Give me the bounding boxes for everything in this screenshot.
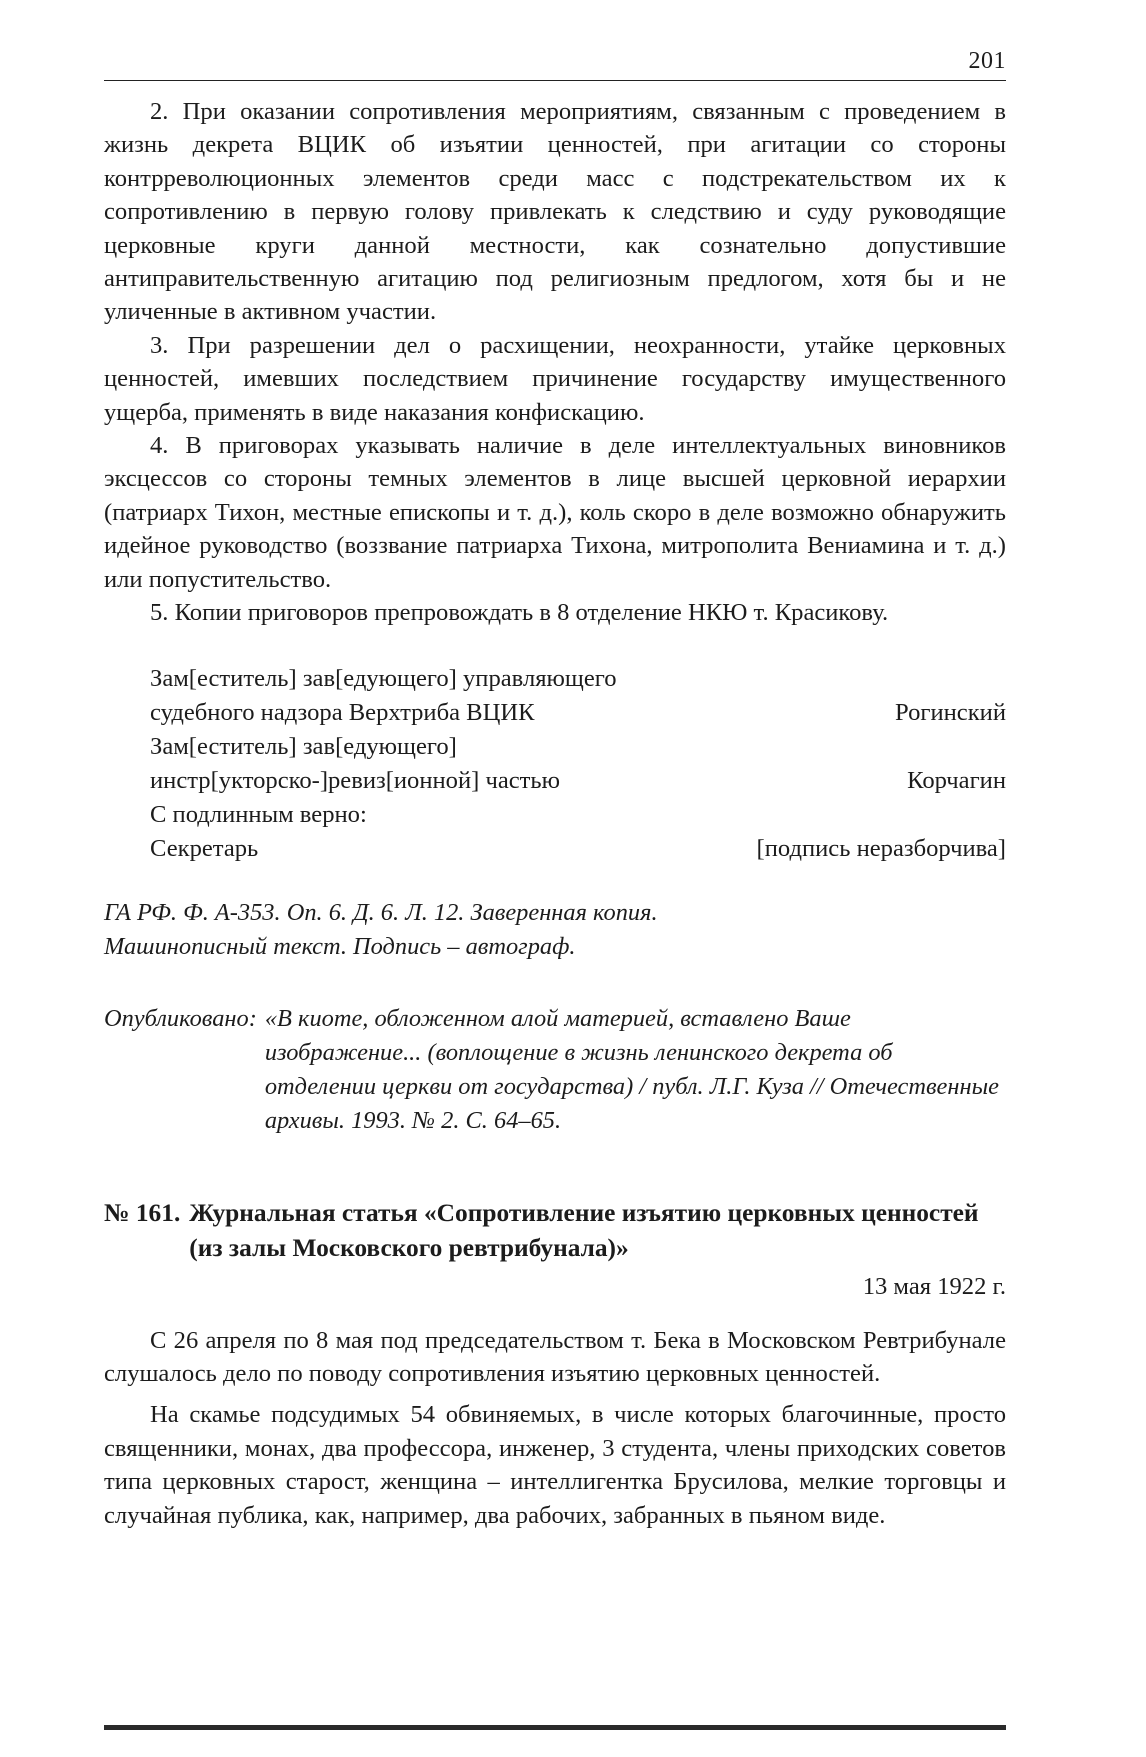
article-text [104, 1324, 1006, 1532]
certification-note: С подлинным верно: [150, 800, 367, 828]
illegible-signature-note: [подпись неразборчива] [756, 834, 1006, 862]
archival-source-description: Машинописный текст. Подпись – автограф. [104, 932, 576, 960]
signatory-name-korchagin: Корчагин [907, 766, 1006, 794]
article-paragraph-2: На скамье подсудимых 54 обвиняемых, в числе которых благочинные, просто священники, монах, два профессора, инженер, 3 студента, члены приходских советов типа церковных старост, женщина – интеллигентка Брусилова, мелкие торговцы и случайная публика, как, например, два рабочих, забранных в пьяном виде. [104, 1401, 1006, 1529]
document-number: № 161. [104, 1198, 181, 1227]
archival-source [104, 896, 1006, 964]
decree-point-5: 5. Копии приговоров препровождать в 8 отделение НКЮ т. Красикову. [150, 599, 889, 627]
decree-points [104, 95, 1006, 630]
archival-source-reference: ГА РФ. Ф. А-353. Оп. 6. Д. 6. Л. 12. Заверенная копия. [104, 898, 658, 926]
publication-label: Опубликовано: [104, 1004, 257, 1032]
signature-line-deputy-head-2 [150, 730, 1006, 764]
decree-point-4: 4. В приговорах указывать наличие в деле интеллектуальных виновников эксцессов со стороны темных элементов в лице высшей церковной иерархии (патриарх Тихон, местные епископы и т. д.), коль скоро в деле возможно обнаружить идейное руководство (воззвание патриарха Тихона, митрополита Вениамина и т. д.) или попустительство. [104, 432, 1006, 593]
signature-line-certified [150, 798, 1006, 832]
signature-title: инстр[укторско-]ревиз[ионной] частью [150, 766, 561, 794]
running-head [104, 40, 1006, 81]
document-title: Журнальная статья «Сопротивление изъятию церковных ценностей (из залы Московского ревтрибунала)» [189, 1198, 979, 1262]
signature-title: Зам[еститель] зав[едующего] управляющего [150, 664, 617, 692]
signature-line-inspection [150, 764, 1006, 798]
signatory-name-roginsky: Рогинский [895, 698, 1006, 726]
signature-line-secretary [150, 832, 1006, 866]
signature-title: судебного надзора Верхтриба ВЦИК [150, 698, 535, 726]
signature-title: Зам[еститель] зав[едующего] [150, 732, 457, 760]
publication-note [104, 1002, 1006, 1138]
document-date: 13 мая 1922 г. [862, 1272, 1006, 1300]
decree-point-3: 3. При разрешении дел о расхищении, неохранности, утайке церковных ценностей, имевших последствием причинение государству имущественного ущерба, применять в виде наказания конфискацию. [104, 331, 1006, 426]
signature-line-deputy-head [150, 662, 1006, 696]
document-heading [104, 1196, 1006, 1266]
page-number: 201 [968, 48, 1006, 74]
publication-reference: «В киоте, обложенном алой материей, вставлено Ваше изображение... (воплощение в жизнь ленинского декрета об отделении церкви от государства) / публ. Л.Г. Куза // Отечественные архивы. 1993. № 2. С. 64–65. [264, 1004, 999, 1134]
decree-point-2: 2. При оказании сопротивления мероприятиям, связанным с проведением в жизнь декрета ВЦИК об изъятии ценностей, при агитации со стороны контрреволюционных элементов среди масс с подстрекательством их к сопротивлению в первую голову привлекать к следствию и суду руководящие церковные круги данной местности, как сознательно допустившие антиправительственную агитацию под религиозным предлогом, хотя бы и не уличенные в активном участии. [104, 98, 1006, 326]
bottom-rule [104, 1725, 1006, 1730]
book-page [104, 40, 1006, 1730]
signature-line-court-oversight [150, 696, 1006, 730]
signature-block [104, 662, 1006, 866]
signature-title: Секретарь [150, 834, 259, 862]
article-paragraph-1: С 26 апреля по 8 мая под председательством т. Бека в Московском Ревтрибунале слушалось дело по поводу сопротивления изъятию церковных ценностей. [104, 1326, 1006, 1387]
